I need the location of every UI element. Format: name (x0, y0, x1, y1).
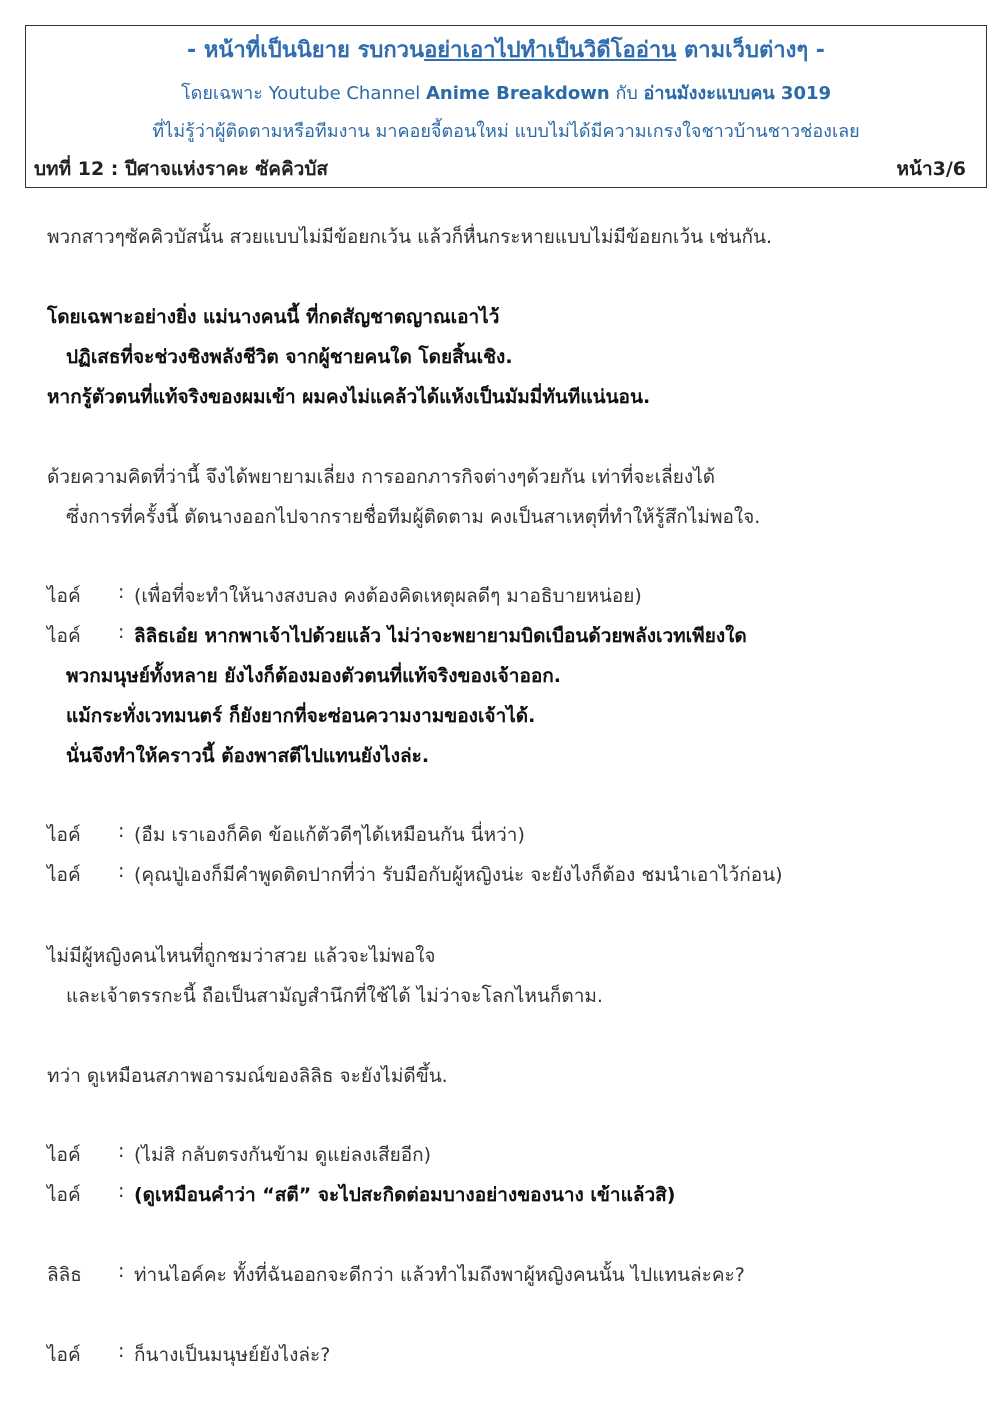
dialogue-3-text: (อืม เราเองก็คิด ข้อแก้ตัวดีๆได้เหมือนกัน นี่หว่า) (134, 824, 525, 846)
notice-line-complaint: ที่ไม่รู้ว่าผู้ติดตามหรือทีมงาน มาคอยจี้ตอนใหม่ แบบไม่ได้มีความเกรงใจชาวบ้านชาวช่องเลย (152, 121, 860, 142)
paragraph-4-line-2: และเจ้าตรรกะนี้ ถือเป็นสามัญสำนึกที่ใช้ได้ ไม่ว่าจะโลกไหนก็ตาม. (66, 985, 603, 1007)
dialogue-7-text: ท่านไอค์คะ ทั้งที่ฉันออกจะดีกว่า แล้วทำไมถึงพาผู้หญิงคนนั้น ไปแทนล่ะคะ? (134, 1264, 745, 1286)
notice-title (26, 32, 986, 67)
dialogue-4-colon: : (118, 860, 125, 882)
paragraph-4-line-1: ไม่มีผู้หญิงคนไหนที่ถูกชมว่าสวย แล้วจะไม่พอใจ (47, 945, 436, 967)
dialogue-2-line-2: พวกมนุษย์ทั้งหลาย ยังไงก็ต้องมองตัวตนที่แท้จริงของเจ้าออก. (66, 665, 562, 687)
dialogue-1-speaker: ไอค์ (47, 585, 81, 607)
dialogue-5-speaker: ไอค์ (47, 1144, 81, 1166)
notice-channel-1: Anime Breakdown (425, 83, 610, 104)
paragraph-5: ทว่า ดูเหมือนสภาพอารมณ์ของลิลิธ จะยังไม่ดีขึ้น. (47, 1065, 448, 1087)
dialogue-8-colon: : (118, 1340, 125, 1362)
notice-line2-prefix: โดยเฉพาะ Youtube Channel (180, 83, 426, 104)
paragraph-2-line-2: ปฏิเสธที่จะช่วงชิงพลังชีวิต จากผู้ชายคนใด โดยสิ้นเชิง. (66, 346, 513, 368)
dialogue-6-colon: : (118, 1180, 125, 1202)
page-number: หน้า3/6 (896, 158, 966, 180)
notice-line2-middle: กับ (609, 83, 644, 104)
dialogue-4-speaker: ไอค์ (47, 864, 81, 886)
dialogue-6-text: (ดูเหมือนคำว่า “สตี” จะไปสะกิดต่อมบางอย่างของนาง เข้าแล้วสิ) (134, 1184, 676, 1206)
dialogue-1-text: (เพื่อที่จะทำให้นางสงบลง คงต้องคิดเหตุผลดีๆ มาอธิบายหน่อย) (134, 585, 642, 607)
paragraph-2-line-3: หากรู้ตัวตนที่แท้จริงของผมเข้า ผมคงไม่แคล้วได้แห้งเป็นมัมมี่ทันทีแน่นอน. (47, 386, 651, 408)
dialogue-2-line-3: แม้กระทั่งเวทมนตร์ ก็ยังยากที่จะซ่อนความงามของเจ้าได้. (66, 705, 536, 727)
dialogue-7-speaker: ลิลิธ (47, 1264, 82, 1286)
notice-title-dash: - (187, 38, 204, 63)
notice-title-part2: ตามเว็บต่างๆ - (676, 38, 825, 63)
dialogue-3-speaker: ไอค์ (47, 824, 81, 846)
notice-line-channels (26, 78, 986, 107)
paragraph-2-line-1: โดยเฉพาะอย่างยิ่ง แม่นางคนนี้ ที่กดสัญชาตญาณเอาไว้ (47, 306, 500, 328)
notice-title-underlined: อย่าเอาไปทำเป็นวิดีโออ่าน (424, 38, 677, 63)
paragraph-3-line-1: ด้วยความคิดที่ว่านี้ จึงได้พยายามเลี่ยง การออกภารกิจต่างๆด้วยกัน เท่าที่จะเลี่ยงได้ (47, 466, 716, 488)
paragraph-1: พวกสาวๆซัคคิวบัสนั้น สวยแบบไม่มีข้อยกเว้น แล้วก็หื่นกระหายแบบไม่มีข้อยกเว้น เช่นกัน. (47, 226, 773, 248)
notice-channel-2: อ่านมังงะแบบคน 3019 (643, 83, 832, 104)
dialogue-7-colon: : (118, 1260, 125, 1282)
dialogue-2-line-1: ลิลิธเอ๋ย หากพาเจ้าไปด้วยแล้ว ไม่ว่าจะพยายามบิดเบือนด้วยพลังเวทเพียงใด (134, 625, 747, 647)
paragraph-3-line-2: ซึ่งการที่ครั้งนี้ ตัดนางออกไปจากรายชื่อทีมผู้ติดตาม คงเป็นสาเหตุที่ทำให้รู้สึกไม่พอใจ. (66, 506, 761, 528)
dialogue-2-line-4: นั่นจึงทำให้คราวนี้ ต้องพาสตีไปแทนยังไงล่ะ. (66, 745, 430, 767)
dialogue-3-colon: : (118, 820, 125, 842)
notice-header-box (25, 25, 987, 188)
dialogue-8-text: ก็นางเป็นมนุษย์ยังไงล่ะ? (134, 1344, 331, 1366)
chapter-title: บทที่ 12 : ปีศาจแห่งราคะ ซัคคิวบัส (34, 158, 329, 180)
dialogue-4-text: (คุณปู่เองก็มีคำพูดติดปากที่ว่า รับมือกับผู้หญิงน่ะ จะยังไงก็ต้อง ชมนำเอาไว้ก่อน) (134, 864, 783, 886)
dialogue-2-colon: : (118, 621, 125, 643)
dialogue-1-colon: : (118, 581, 125, 603)
dialogue-2-speaker: ไอค์ (47, 625, 81, 647)
notice-title-part1: หน้าที่เป็นนิยาย รบกวน (203, 38, 425, 63)
dialogue-5-colon: : (118, 1140, 125, 1162)
dialogue-6-speaker: ไอค์ (47, 1184, 81, 1206)
dialogue-8-speaker: ไอค์ (47, 1344, 81, 1366)
dialogue-5-text: (ไม่สิ กลับตรงกันข้าม ดูแย่ลงเสียอีก) (134, 1144, 432, 1166)
